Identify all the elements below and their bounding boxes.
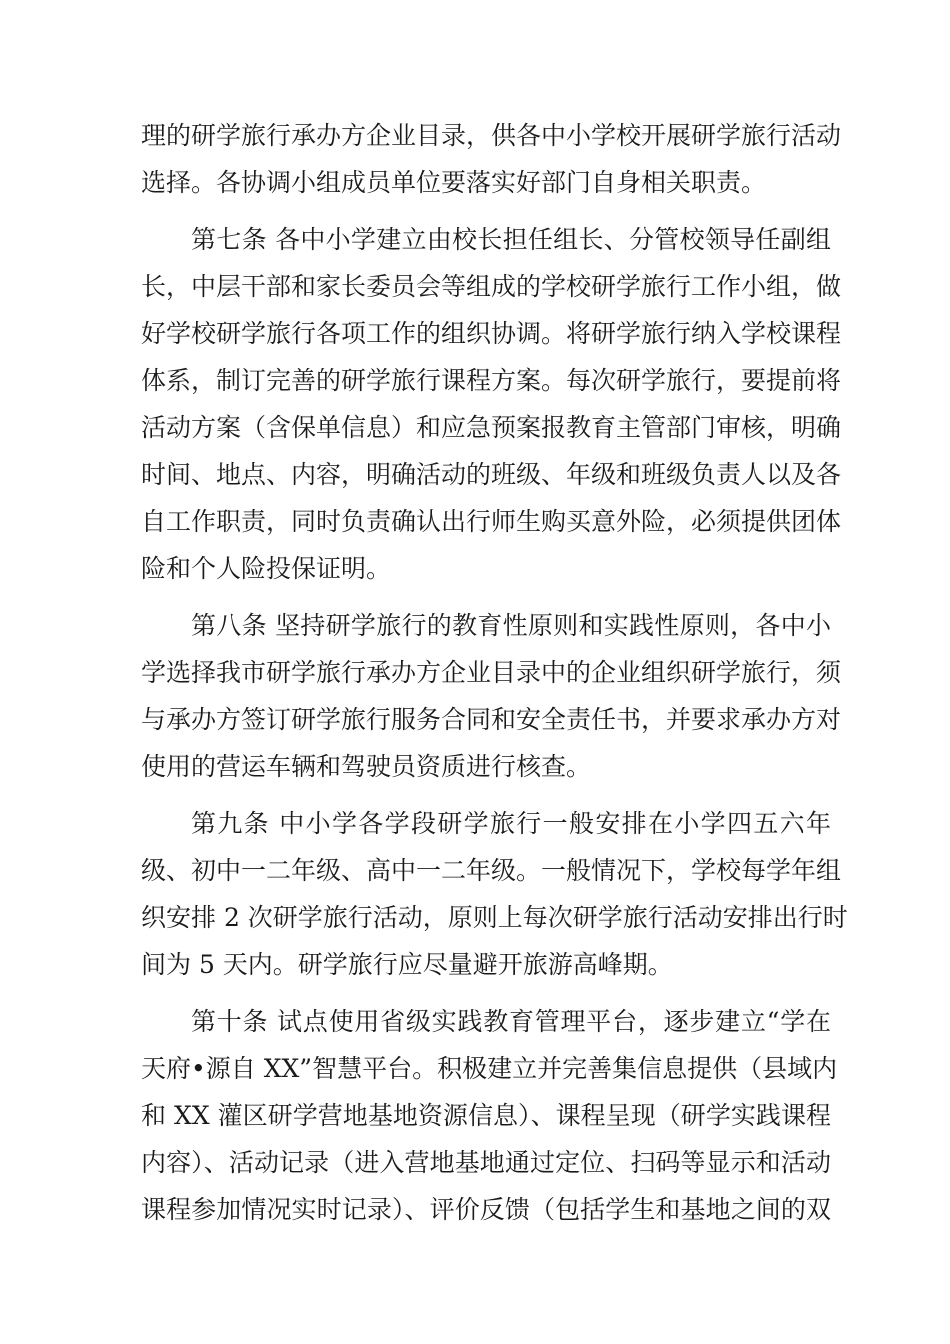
text-line: 第八条 坚持研学旅行的教育性原则和实践性原则，各中小 [191, 611, 831, 640]
text-line: 自工作职责，同时负责确认出行师生购买意外险，必须提供团体 [141, 507, 842, 536]
text-line: 长，中层干部和家长委员会等组成的学校研学旅行工作小组，做 [141, 272, 842, 301]
text-line: 第九条 中小学各学段研学旅行一般安排在小学四五六年 [191, 809, 831, 838]
document-body [141, 112, 848, 1233]
text-line: 和 XX 灌区研学营地基地资源信息）、课程呈现（研学实践课程 [141, 1101, 831, 1130]
paragraph-article-10 [141, 998, 838, 1233]
paragraph-gap [141, 988, 831, 998]
paragraph-article-8 [141, 602, 842, 790]
text-line: 好学校研学旅行各项工作的组织协调。将研学旅行纳入学校课程 [141, 319, 842, 348]
paragraph-gap [141, 592, 831, 602]
text-line: 织安排 2 次研学旅行活动，原则上每次研学旅行活动安排出行时 [141, 903, 848, 932]
text-line: 内容）、活动记录（进入营地基地通过定位、扫码等显示和活动 [141, 1148, 831, 1177]
paragraph-article-9 [141, 800, 848, 988]
text-line: 第十条 试点使用省级实践教育管理平台，逐步建立“学在 [191, 1007, 831, 1036]
paragraph-gap [141, 790, 831, 800]
text-line: 与承办方签订研学旅行服务合同和安全责任书，并要求承办方对 [141, 705, 842, 734]
text-line: 学选择我市研学旅行承办方企业目录中的企业组织研学旅行，须 [141, 658, 842, 687]
text-line: 天府•源自 XX”智慧平台。积极建立并完善集信息提供（县域内 [141, 1054, 838, 1083]
text-line: 级、初中一二年级、高中一二年级。一般情况下，学校每学年组 [141, 856, 842, 885]
text-line: 险和个人险投保证明。 [141, 554, 392, 583]
text-line: 课程参加情况实时记录）、评价反馈（包括学生和基地之间的双 [141, 1195, 831, 1224]
text-line: 体系，制订完善的研学旅行课程方案。每次研学旅行，要提前将 [141, 366, 842, 395]
text-line: 时间、地点、内容，明确活动的班级、年级和班级负责人以及各 [141, 460, 842, 489]
text-line: 第七条 各中小学建立由校长担任组长、分管校领导任副组 [191, 225, 831, 254]
text-line: 活动方案（含保单信息）和应急预案报教育主管部门审核，明确 [141, 413, 842, 442]
text-line: 间为 5 天内。研学旅行应尽量避开旅游高峰期。 [141, 950, 673, 979]
text-line: 使用的营运车辆和驾驶员资质进行核查。 [141, 752, 592, 781]
paragraph-article-7 [141, 216, 842, 592]
text-line: 选择。各协调小组成员单位要落实好部门自身相关职责。 [141, 168, 767, 197]
paragraph-gap [141, 206, 831, 216]
text-line: 理的研学旅行承办方企业目录，供各中小学校开展研学旅行活动 [141, 121, 842, 150]
paragraph-p-continuation [141, 112, 842, 206]
